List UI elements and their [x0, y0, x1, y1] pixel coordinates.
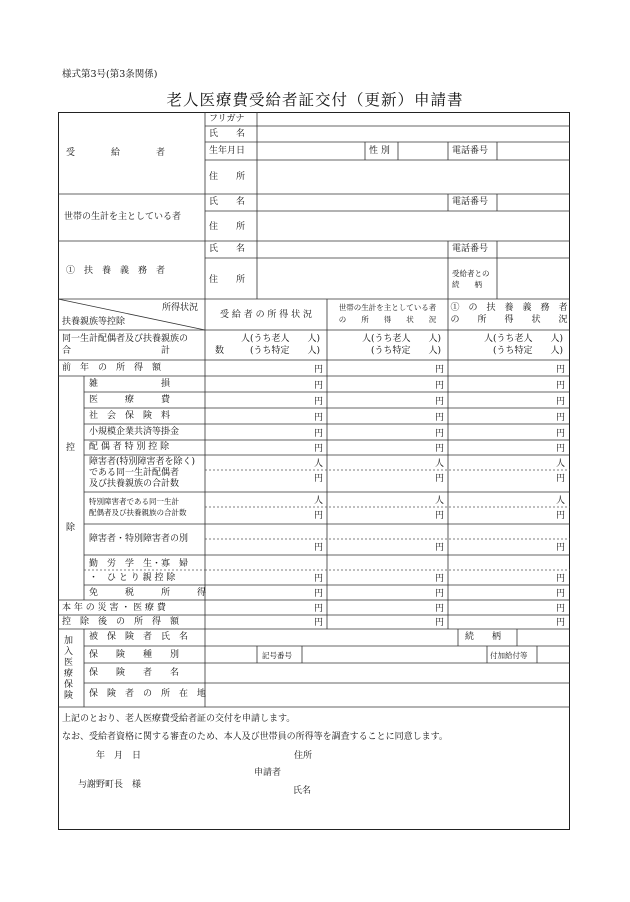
tax-exempt-label: 免 税 所 得 — [89, 588, 207, 598]
yen-unit: 円 — [435, 511, 445, 521]
yen-unit: 円 — [556, 511, 566, 521]
yen-unit: 円 — [435, 474, 445, 484]
yen-unit: 円 — [314, 543, 324, 553]
yen-unit: 円 — [314, 589, 324, 599]
yen-unit: 円 — [556, 429, 566, 439]
deduction-label-1: 控 — [66, 443, 76, 453]
person-unit: 人 — [314, 459, 324, 469]
col-recipient-income: 受 給 者 の 所 得 状 況 — [219, 310, 313, 320]
relationship-label: 続 柄 — [465, 632, 502, 642]
dependent-deduction-label: 扶養親族等控除 — [62, 317, 126, 327]
yen-unit: 円 — [556, 365, 566, 375]
spouse-special-label: 配 偶 者 特 別 控 除 — [89, 442, 170, 452]
person-unit: 人 — [556, 496, 566, 506]
yen-unit: 円 — [435, 444, 445, 454]
yen-unit: 円 — [435, 365, 445, 375]
student-label-2: ・ ひ と り 親 控 除 — [89, 573, 176, 583]
disabled-type-label: 障害者・特別障害者の別 — [89, 534, 189, 544]
yen-unit: 円 — [556, 543, 566, 553]
sp-disabled-label-1: 特別障害者である同一生計 — [89, 497, 179, 506]
income-status-label: 所得状況 — [162, 303, 199, 313]
deduction-label-2: 除 — [66, 523, 76, 533]
yen-unit: 円 — [314, 381, 324, 391]
medical-label: 医 療 費 — [89, 395, 171, 405]
yen-unit: 円 — [435, 413, 445, 423]
yen-unit: 円 — [556, 381, 566, 391]
yen-unit: 円 — [314, 618, 324, 628]
recipient-address-label: 住 所 — [209, 172, 246, 182]
insurance-type-label: 保 険 種 別 — [89, 650, 180, 660]
supporter-section-label: ① 扶 養 義 務 者 — [66, 266, 166, 276]
person-unit: 人 — [556, 459, 566, 469]
yen-unit: 円 — [435, 429, 445, 439]
insurance-section-label: 加入医療保険 — [64, 636, 74, 701]
applicant-label: 申請者 — [254, 768, 282, 778]
yen-unit: 円 — [435, 589, 445, 599]
mayor-label: 与謝野町長 様 — [78, 780, 142, 790]
yen-unit: 円 — [314, 444, 324, 454]
dob-label: 生年月日 — [209, 146, 246, 156]
dependents-c3-line1: 人(うち老人 人) — [483, 334, 563, 344]
supporter-name-label: 氏 名 — [209, 244, 246, 254]
yen-unit: 円 — [435, 381, 445, 391]
yen-unit: 円 — [314, 604, 324, 614]
yen-unit: 円 — [314, 574, 324, 584]
yen-unit: 円 — [556, 397, 566, 407]
disabled-label-3: 及び扶養親族の合計数 — [89, 479, 180, 489]
misc-loss-label: 雑 損 — [89, 379, 171, 389]
insurer-name-label: 保 険 者 名 — [89, 668, 180, 678]
recipient-phone-label: 電話番号 — [452, 146, 489, 156]
yen-unit: 円 — [556, 474, 566, 484]
household-head-section-label: 世帯の生計を主としている者 — [64, 212, 182, 222]
address-label: 住所 — [294, 751, 313, 761]
recipient-name-label: 氏 名 — [209, 129, 246, 139]
prev-income-label: 前 年 の 所 得 額 — [62, 363, 162, 373]
household-phone-label: 電話番号 — [452, 197, 489, 207]
supporter-address-label: 住 所 — [209, 275, 246, 285]
statement-text: 上記のとおり、老人医療費受給者証の交付を申請します。 — [62, 714, 296, 724]
col-household-income-2: の 所 得 状 況 — [338, 315, 437, 324]
form-number: 様式第3号(第3条関係) — [62, 69, 158, 80]
furigana-label: フリガナ — [209, 114, 245, 124]
relation-label-2: 続 柄 — [452, 280, 482, 289]
disaster-label: 本 年 の 災 害 ・ 医 療 費 — [62, 603, 166, 613]
sex-label: 性 別 — [369, 146, 390, 156]
household-name-label: 氏 名 — [209, 197, 246, 207]
dependents-c1-line1: 人(うち老人 人) — [240, 334, 320, 344]
yen-unit: 円 — [435, 397, 445, 407]
sp-disabled-label-2: 配偶者及び扶養親族の合計数 — [89, 508, 187, 517]
dependents-c1-line2: (うち特定 人) — [249, 346, 320, 356]
dependents-label-2: 合 計 数 — [62, 346, 225, 356]
name-label: 氏名 — [293, 786, 312, 796]
social-insurance-label: 社 会 保 険 料 — [89, 411, 171, 421]
person-unit: 人 — [435, 496, 445, 506]
symbol-no-label: 記号番号 — [262, 651, 292, 660]
relation-label-1: 受給者との — [452, 269, 490, 278]
yen-unit: 円 — [435, 543, 445, 553]
yen-unit: 円 — [314, 413, 324, 423]
yen-unit: 円 — [556, 444, 566, 454]
yen-unit: 円 — [314, 429, 324, 439]
disabled-label-2: である同一生計配偶者 — [89, 468, 180, 478]
date-label: 年 月 日 — [96, 751, 142, 761]
col-supporter-income-2: の 所 得 状 況 — [450, 315, 568, 325]
consent-text: なお、受給者資格に関する審査のため、本人及び世帯員の所得等を調査することに同意します。 — [62, 732, 448, 742]
yen-unit: 円 — [556, 574, 566, 584]
yen-unit: 円 — [556, 618, 566, 628]
yen-unit: 円 — [556, 604, 566, 614]
recipient-section-label: 受 給 者 — [66, 148, 166, 158]
insurer-address-label: 保 険 者 の 所 在 地 — [89, 689, 207, 699]
person-unit: 人 — [435, 459, 445, 469]
yen-unit: 円 — [435, 618, 445, 628]
dependents-c3-line2: (うち特定 人) — [492, 346, 563, 356]
col-supporter-income-1: ① の 扶 養 義 務 者 — [450, 303, 568, 313]
yen-unit: 円 — [435, 604, 445, 614]
small-biz-label: 小規模企業共済等掛金 — [89, 427, 180, 437]
page-title: 老人医療費受給者証交付（更新）申請書 — [166, 91, 464, 109]
dependents-c2-line1: 人(うち老人 人) — [361, 334, 441, 344]
after-deduction-label: 控 除 後 の 所 得 額 — [62, 617, 180, 627]
person-unit: 人 — [314, 496, 324, 506]
dependents-c2-line2: (うち特定 人) — [370, 346, 441, 356]
benefits-label: 付加給付等 — [490, 651, 528, 660]
dependents-label-1: 同一生計配偶者及び扶養親族の — [62, 334, 189, 344]
household-address-label: 住 所 — [209, 222, 246, 232]
yen-unit: 円 — [556, 589, 566, 599]
yen-unit: 円 — [314, 365, 324, 375]
yen-unit: 円 — [314, 397, 324, 407]
student-label-1: 勤 労 学 生・寡 婦 — [89, 559, 189, 569]
disabled-label-1: 障害者(特別障害者を除く) — [89, 457, 196, 467]
yen-unit: 円 — [435, 574, 445, 584]
col-household-income-1: 世帯の生計を主としている者 — [338, 303, 437, 312]
supporter-phone-label: 電話番号 — [452, 244, 489, 254]
insured-name-label: 被 保 険 者 氏 名 — [89, 632, 189, 642]
yen-unit: 円 — [556, 413, 566, 423]
yen-unit: 円 — [314, 511, 324, 521]
yen-unit: 円 — [314, 474, 324, 484]
